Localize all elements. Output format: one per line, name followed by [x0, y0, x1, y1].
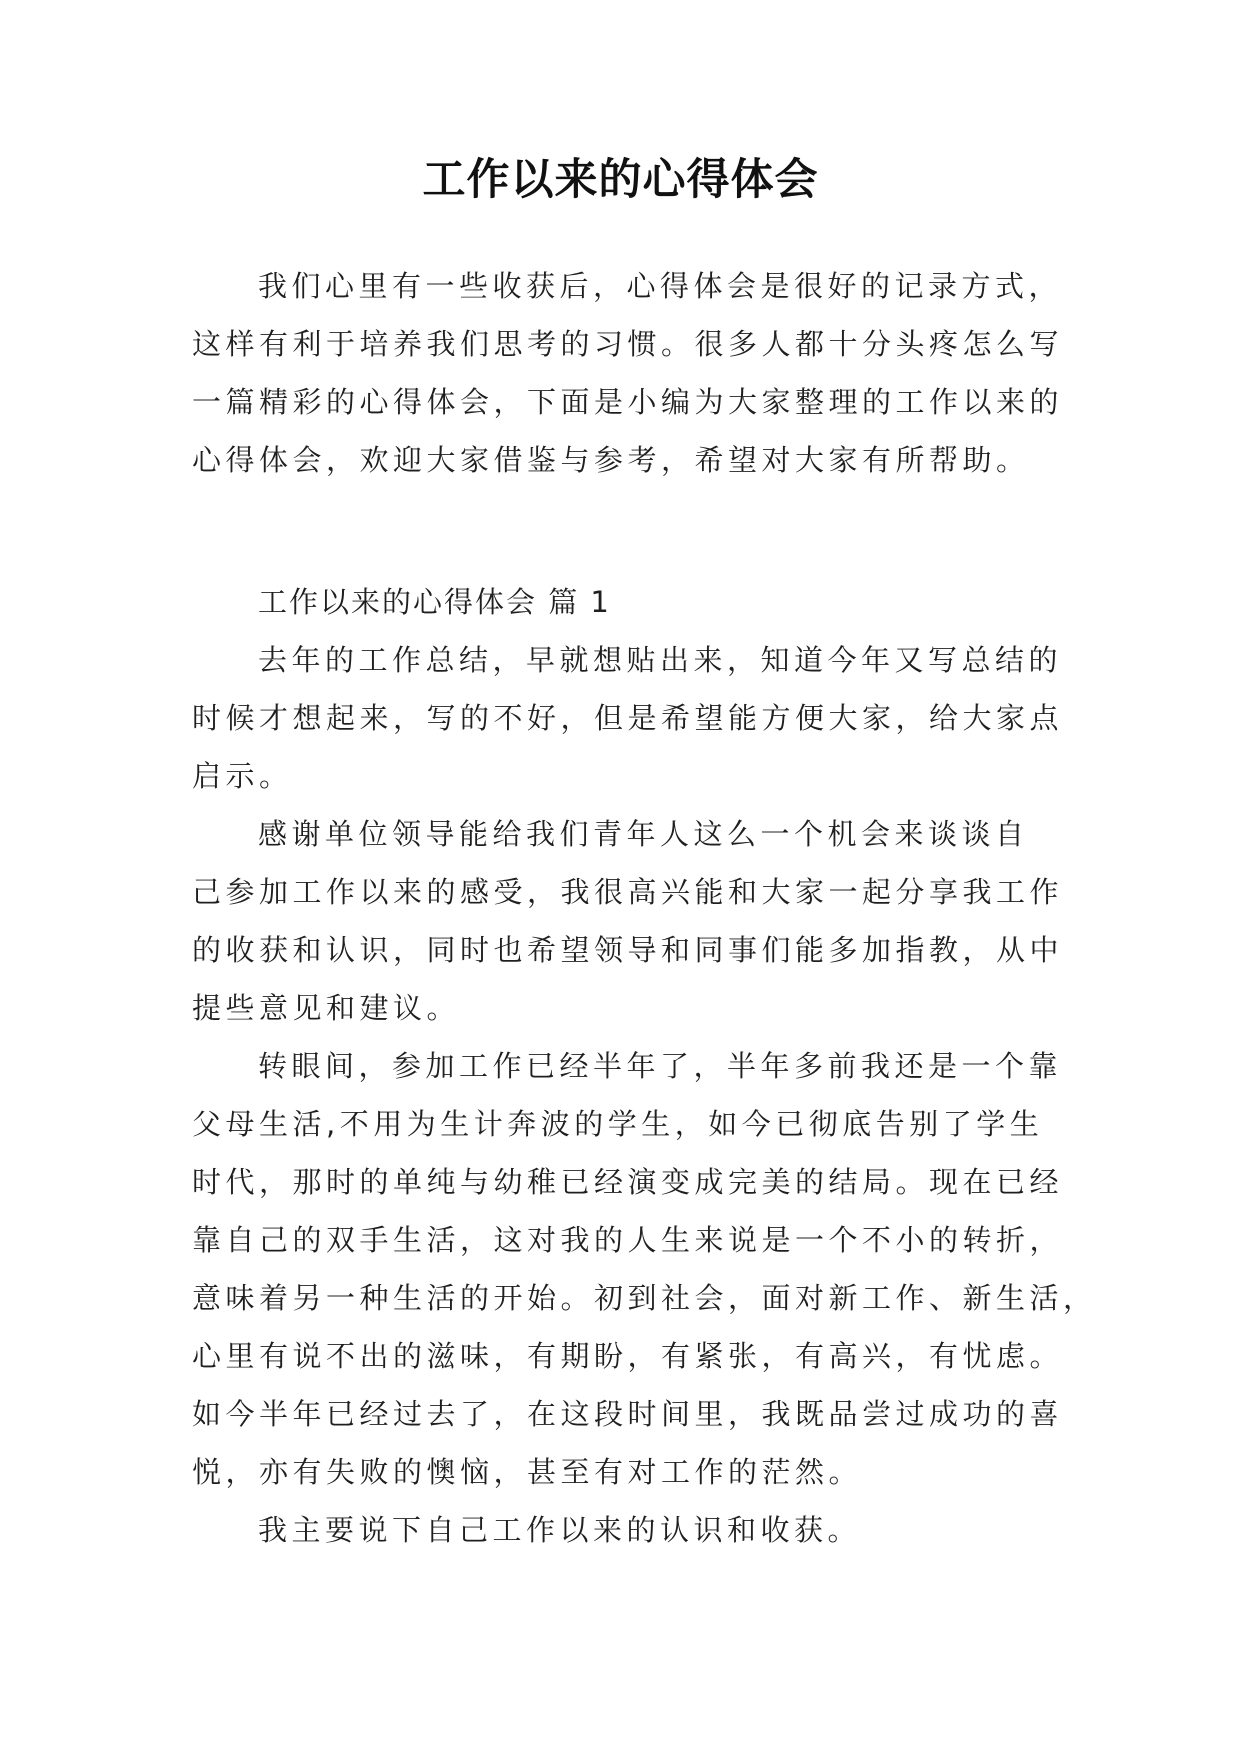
paragraph-line: 如今半年已经过去了，在这段时间里，我既品尝过成功的喜	[192, 1397, 1064, 1431]
paragraph-line: 悦，亦有失败的懊恼，甚至有对工作的茫然。	[192, 1455, 863, 1489]
paragraph-line: 转眼间，参加工作已经半年了，半年多前我还是一个靠	[258, 1049, 1063, 1083]
paragraph-line: 提些意见和建议。	[192, 991, 461, 1025]
paragraph-line: 父母生活,不用为生计奔波的学生，如今已彻底告别了学生	[192, 1107, 1044, 1141]
paragraph-line: 我主要说下自己工作以来的认识和收获。	[258, 1513, 862, 1547]
paragraph-line: 靠自己的双手生活，这对我的人生来说是一个不小的转折，	[192, 1223, 1064, 1257]
intro-line: 我们心里有一些收获后，心得体会是很好的记录方式，	[258, 269, 1063, 303]
paragraph-line: 感谢单位领导能给我们青年人这么一个机会来谈谈自	[258, 817, 1029, 851]
paragraph-line: 启示。	[192, 759, 293, 793]
paragraph-line: 去年的工作总结，早就想贴出来，知道今年又写总结的	[258, 643, 1063, 677]
paragraph-line: 心里有说不出的滋味，有期盼，有紧张，有高兴，有忧虑。	[192, 1339, 1064, 1373]
paragraph-line: 时代，那时的单纯与幼稚已经演变成完美的结局。现在已经	[192, 1165, 1064, 1199]
intro-line: 心得体会，欢迎大家借鉴与参考，希望对大家有所帮助。	[192, 443, 1030, 477]
paragraph-line: 的收获和认识，同时也希望领导和同事们能多加指教，从中	[192, 933, 1064, 967]
intro-line: 这样有利于培养我们思考的习惯。很多人都十分头疼怎么写	[192, 327, 1064, 361]
document-title: 工作以来的心得体会	[422, 155, 819, 205]
section-heading: 工作以来的心得体会 篇 1	[258, 585, 611, 619]
paragraph-line: 时候才想起来，写的不好，但是希望能方便大家，给大家点	[192, 701, 1064, 735]
paragraph-line: 意味着另一种生活的开始。初到社会，面对新工作、新生活，	[192, 1281, 1097, 1315]
paragraph-line: 己参加工作以来的感受，我很高兴能和大家一起分享我工作	[192, 875, 1064, 909]
intro-line: 一篇精彩的心得体会，下面是小编为大家整理的工作以来的	[192, 385, 1064, 419]
